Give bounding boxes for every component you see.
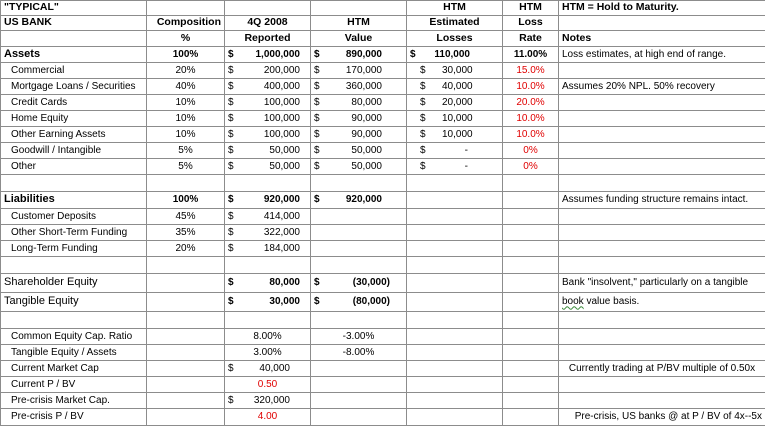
col-head-htm-losses-1: HTM: [407, 1, 503, 16]
col-head-notes: Notes: [559, 30, 765, 46]
cell-us-bank: US BANK: [1, 15, 147, 30]
col-head-htm-rate-1: HTM: [503, 1, 559, 16]
col-head-htm: HTM: [311, 15, 407, 30]
col-head-loss: Loss: [503, 15, 559, 30]
spellcheck-word: book: [562, 296, 584, 308]
row-current-pbv: Current P / BV 0.50: [1, 376, 765, 392]
row-home-equity: Home Equity 10% $ 100,000 $ 90,000 $ 10,000 10.0%: [1, 110, 765, 126]
row-liabilities: Liabilities 100% $ 920,000 $ 920,000 Assumes funding structure remains intact.: [1, 191, 765, 208]
row-short-term-funding: Other Short-Term Funding 35% $ 322,000: [1, 224, 765, 240]
col-head-value: Value: [311, 30, 407, 46]
col-head-losses: Losses: [407, 30, 503, 46]
col-head-pct: %: [147, 30, 225, 46]
col-head-composition: Composition: [147, 15, 225, 30]
row-shareholder-equity: Shareholder Equity $ 80,000 $ (30,000) Bank "insolvent," particularly on a tangible: [1, 273, 765, 292]
cell-typical: "TYPICAL": [1, 1, 147, 16]
label-assets: Assets: [1, 46, 147, 62]
col-head-reported: Reported: [225, 30, 311, 46]
htm-definition: HTM = Hold to Maturity.: [559, 1, 765, 16]
header-row-3: [1, 30, 765, 46]
row-assets: Assets 100% $ 1,000,000 $ 890,000 $ 110,000 11.00% Loss estimates, at high end of range.: [1, 46, 765, 62]
row-long-term-funding: Long-Term Funding 20% $ 184,000: [1, 240, 765, 256]
row-other-earning-assets: Other Earning Assets 10% $ 100,000 $ 90,000 $ 10,000 10.0%: [1, 126, 765, 142]
row-credit-cards: Credit Cards 10% $ 100,000 $ 80,000 $ 20,000 20.0%: [1, 94, 765, 110]
col-head-estimated: Estimated: [407, 15, 503, 30]
row-te-assets: Tangible Equity / Assets 3.00% -8.00%: [1, 344, 765, 360]
row-ce-ratio: Common Equity Cap. Ratio 8.00% -3.00%: [1, 328, 765, 344]
col-head-4q2008: 4Q 2008: [225, 15, 311, 30]
row-mortgage: Mortgage Loans / Securities 40% $ 400,000 $ 360,000 $ 40,000 10.0% Assumes 20% NPL. 50% recovery: [1, 78, 765, 94]
col-head-rate: Rate: [503, 30, 559, 46]
header-row-1: [1, 1, 765, 16]
row-goodwill: Goodwill / Intangible 5% $ 50,000 $ 50,000 $ - 0%: [1, 142, 765, 158]
row-other: Other 5% $ 50,000 $ 50,000 $ - 0%: [1, 158, 765, 174]
row-market-cap: Current Market Cap $ 40,000 Currently trading at P/BV multiple of 0.50x: [1, 360, 765, 376]
row-customer-deposits: Customer Deposits 45% $ 414,000: [1, 208, 765, 224]
row-commercial: Commercial 20% $ 200,000 $ 170,000 $ 30,000 15.0%: [1, 62, 765, 78]
row-tangible-equity: Tangible Equity $ 30,000 $ (80,000) book value basis.: [1, 292, 765, 311]
row-precrisis-pbv: Pre-crisis P / BV 4.00 Pre-crisis, US banks @ at P / BV of 4x--5x: [1, 408, 765, 425]
header-row-2: [1, 15, 765, 30]
blank-row: [1, 174, 765, 191]
row-precrisis-cap: Pre-crisis Market Cap. $ 320,000: [1, 392, 765, 408]
